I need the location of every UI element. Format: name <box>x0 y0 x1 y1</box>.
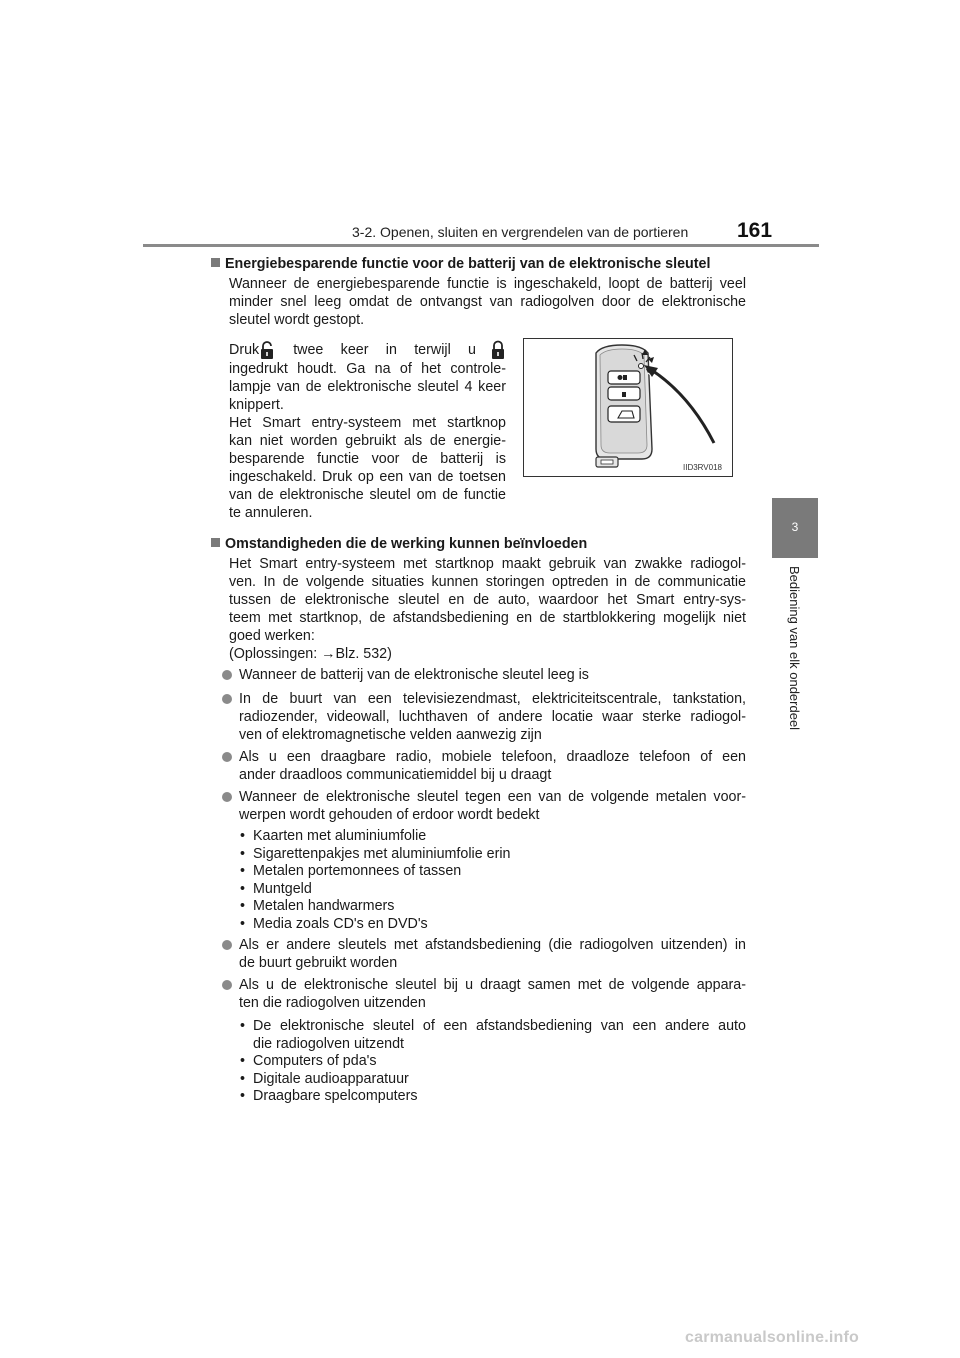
watermark: carmanualsonline.info <box>685 1329 860 1346</box>
bullet-dot-icon <box>222 940 232 950</box>
text-line: ingeschakeld. Druk op een van de toetsen <box>229 469 506 485</box>
text-line: Wanneer de elektronische sleutel tegen een van de volgende metalen voor- <box>239 789 746 805</box>
list-item: • Draagbare spelcomputers <box>240 1088 746 1106</box>
text-line: werpen wordt gehouden of erdoor wordt bedekt <box>239 807 540 823</box>
text-line: Wanneer de batterij van de elektronische sleutel leeg is <box>239 667 589 683</box>
instruction-first-line <box>229 340 506 360</box>
battery-intro <box>229 275 746 329</box>
radio-devices-list <box>240 1018 746 1106</box>
metal-objects-list <box>240 828 746 933</box>
bullet-dot-icon <box>222 670 232 680</box>
text-line: radiozender, videowall, luchthaven of andere locatie waar sterke radiogol- <box>239 709 746 725</box>
padlock-icon <box>490 340 506 360</box>
bullet-dot-icon <box>222 752 232 762</box>
list-item: • Metalen portemonnees of tassen <box>240 863 746 881</box>
text-line: van de elektronische sleutel om de functie <box>229 487 506 503</box>
chapter-label: Bediening van elk onderdeel <box>787 566 802 731</box>
text-line: ingedrukt houdt. Ga na of het controle- <box>229 361 506 377</box>
text-fragment: twee keer in terwijl u <box>293 342 476 358</box>
list-item: • Muntgeld <box>240 881 746 899</box>
smart-key-icon <box>524 339 732 476</box>
text-line: Als u de elektronische sleutel bij u draagt samen met de volgende appara- <box>239 977 746 993</box>
text-line: In de buurt van een televisiezendmast, elektriciteitscentrale, tankstation, <box>239 691 746 707</box>
chapter-number: 3 <box>791 520 799 534</box>
conditions-intro <box>229 555 746 663</box>
list-item: • Media zoals CD's en DVD's <box>240 916 746 934</box>
text-line: knippert. <box>229 397 284 413</box>
bullet-dot-icon <box>222 792 232 802</box>
section-heading-battery <box>211 255 746 273</box>
text-fragment: Druk <box>229 342 260 358</box>
chapter-label-wrap <box>772 566 818 760</box>
text-line: Als er andere sleutels met afstandsbediening (die radiogolven uitzenden) in <box>239 937 746 953</box>
square-bullet-icon <box>211 258 220 267</box>
text-line: besparende functie voor de batterij is <box>229 451 506 467</box>
section-heading-conditions <box>211 535 746 553</box>
text-line: Het Smart entry-systeem met startknop <box>229 415 506 431</box>
heading-text: Energiebesparende functie voor de batterij van de elektronische sleutel <box>225 256 711 272</box>
header-rule <box>143 244 819 247</box>
list-item: • Sigarettenpakjes met aluminiumfolie erin <box>240 846 746 864</box>
text-line: ven of elektromagnetische velden aanwezig zijn <box>239 727 542 743</box>
bullet-dot-icon <box>222 694 232 704</box>
list-item: • Metalen handwarmers <box>240 898 746 916</box>
text-line: teem met startknop, de afstandsbediening en de startblokkering mogelijk niet <box>229 610 746 626</box>
padlock-icon <box>259 340 275 360</box>
text-line: kan niet worden gebruikt als de energie- <box>229 433 506 449</box>
text-line: goed werken: <box>229 628 315 644</box>
bullet-dot-icon <box>222 980 232 990</box>
smart-key-illustration <box>523 338 733 477</box>
text-line: minder snel leeg omdat de ontvangst van radiogolven door de elektronische <box>229 294 746 310</box>
text-line: ven. In de volgende situaties kunnen storingen optreden in de communicatie <box>229 574 746 590</box>
text-line: die radiogolven uitzendt <box>253 1035 405 1052</box>
page-number: 161 <box>737 219 773 242</box>
text-line: • De elektronische sleutel of een afstandsbediening van een andere auto <box>253 1018 746 1034</box>
text-line: Als u een draagbare radio, mobiele telefoon, draadloze telefoon of een <box>239 749 746 765</box>
section-title: 3-2. Openen, sluiten en vergrendelen van de portieren <box>352 224 689 240</box>
list-item: • Kaarten met aluminiumfolie <box>240 828 746 846</box>
text-line: de buurt gebruikt worden <box>239 955 398 971</box>
text-line: lampje van de elektronische sleutel 4 keer <box>229 379 506 395</box>
text-line: (Oplossingen: →Blz. 532) <box>229 646 392 662</box>
square-bullet-icon <box>211 538 220 547</box>
figure-caption: IID3RV018 <box>683 463 722 472</box>
battery-instruction <box>229 340 506 522</box>
text-line: ten die radiogolven uitzenden <box>239 995 426 1011</box>
chapter-tab <box>772 498 818 558</box>
text-line: Wanneer de energiebesparende functie is ingeschakeld, loopt de batterij veel <box>229 276 746 292</box>
list-item: • Computers of pda's <box>240 1053 746 1071</box>
text-line: ander draadloos communicatiemiddel bij u draagt <box>239 767 552 783</box>
list-item: • Digitale audioapparatuur <box>240 1071 746 1089</box>
text-line: Het Smart entry-systeem met startknop maakt gebruik van zwakke radiogol- <box>229 556 746 572</box>
list-item <box>240 1018 746 1053</box>
heading-text: Omstandigheden die de werking kunnen beïnvloeden <box>225 536 588 552</box>
text-line: tussen de elektronische sleutel en de auto, waardoor het Smart entry-sys- <box>229 592 746 608</box>
text-line: te annuleren. <box>229 505 313 521</box>
text-line: sleutel wordt gestopt. <box>229 312 365 328</box>
